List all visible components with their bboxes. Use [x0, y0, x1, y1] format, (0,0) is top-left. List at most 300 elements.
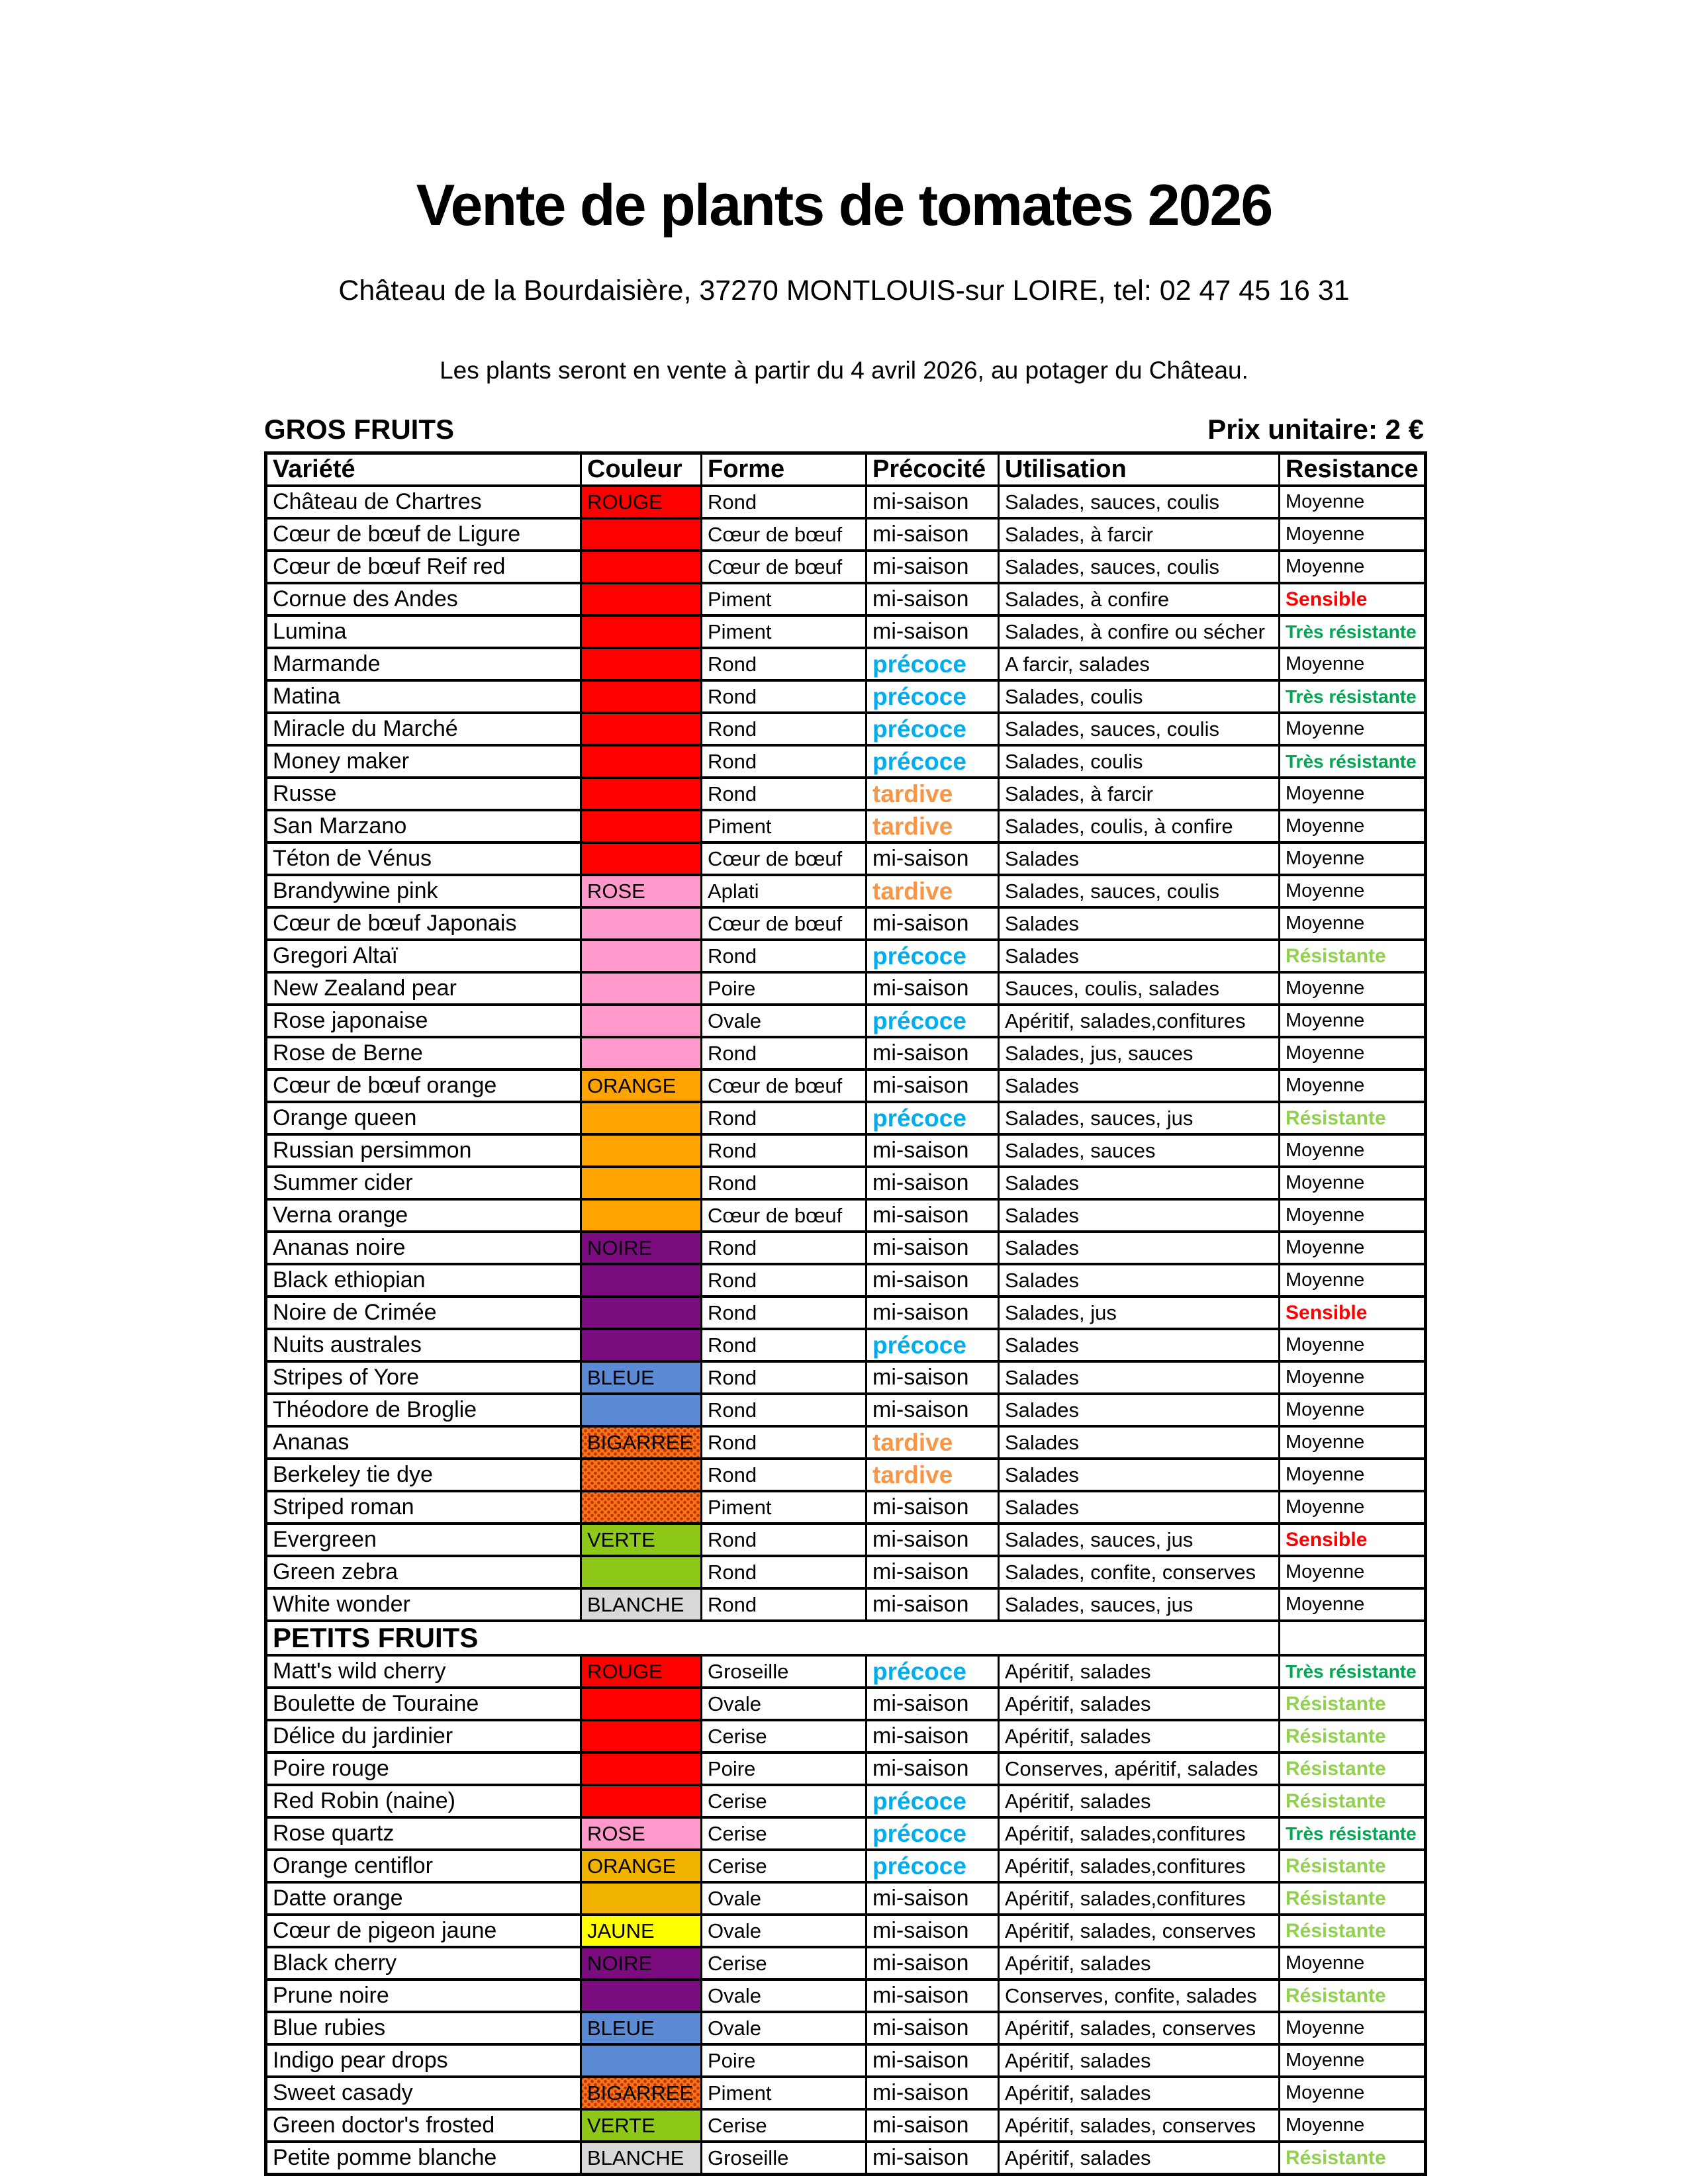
- color-swatch-cell-text: ORANGE: [587, 1073, 677, 1097]
- earliness-cell: [867, 615, 999, 648]
- shape-cell-text: Cœur de bœuf: [708, 555, 843, 578]
- shape-cell: [702, 648, 867, 680]
- variety-cell: [266, 1037, 581, 1069]
- resistance-cell: [1280, 680, 1426, 713]
- color-swatch-cell: [581, 486, 702, 518]
- usage-cell-text: Apéritif, salades, conserves: [1005, 1919, 1256, 1942]
- shape-cell: [702, 1524, 867, 1556]
- variety-cell-text: San Marzano: [273, 813, 407, 839]
- usage-cell: [999, 1264, 1280, 1297]
- variety-cell-text: Poire rouge: [273, 1756, 389, 1781]
- resistance-cell: [1280, 2044, 1426, 2077]
- earliness-cell-text: mi-saison: [872, 1983, 969, 2008]
- color-swatch-cell: [581, 1005, 702, 1037]
- resistance-cell: [1280, 551, 1426, 583]
- color-swatch-cell: [581, 972, 702, 1005]
- usage-cell-text: Apéritif, salades: [1005, 2146, 1151, 2169]
- earliness-cell-text: mi-saison: [872, 1073, 969, 1098]
- variety-cell: [266, 1524, 581, 1556]
- shape-cell: [702, 907, 867, 940]
- usage-cell: [999, 1037, 1280, 1069]
- resistance-cell: [1280, 1979, 1426, 2012]
- shape-cell: [702, 2109, 867, 2142]
- usage-cell-text: Apéritif, salades: [1005, 1659, 1151, 1683]
- usage-cell-text: Salades, jus, sauces: [1005, 1041, 1194, 1065]
- color-swatch-cell: [581, 1882, 702, 1915]
- usage-cell: [999, 1524, 1280, 1556]
- resistance-cell: [1280, 1588, 1426, 1621]
- variety-cell: [266, 940, 581, 972]
- resistance-cell: [1280, 583, 1426, 615]
- variety-cell-text: Berkeley tie dye: [273, 1462, 433, 1487]
- resistance-cell-text: Moyenne: [1286, 1075, 1365, 1096]
- shape-cell-text: Ovale: [708, 1009, 761, 1032]
- earliness-cell: [867, 1491, 999, 1524]
- shape-cell-text: Rond: [708, 1106, 757, 1130]
- usage-cell: [999, 1655, 1280, 1688]
- table-row: [266, 907, 1426, 940]
- earliness-cell: [867, 1459, 999, 1491]
- shape-cell-text: Poire: [708, 1756, 756, 1780]
- variety-cell: [266, 615, 581, 648]
- earliness-cell: [867, 842, 999, 875]
- variety-cell: [266, 1167, 581, 1199]
- earliness-cell-text: mi-saison: [872, 522, 969, 547]
- variety-cell-text: Stripes of Yore: [273, 1365, 420, 1390]
- resistance-cell-text: Moyenne: [1286, 523, 1365, 545]
- color-swatch-cell: [581, 2109, 702, 2142]
- variety-cell: [266, 648, 581, 680]
- resistance-cell: [1280, 1297, 1426, 1329]
- shape-cell: [702, 551, 867, 583]
- resistance-cell: [1280, 1394, 1426, 1426]
- usage-cell-text: Apéritif, salades: [1005, 1724, 1151, 1748]
- table-row: [266, 680, 1426, 713]
- shape-cell: [702, 1232, 867, 1264]
- usage-cell-text: Salades: [1005, 846, 1080, 870]
- shape-cell-text: Piment: [708, 1495, 772, 1519]
- shape-cell-text: Rond: [708, 1527, 757, 1551]
- shape-cell: [702, 842, 867, 875]
- resistance-cell: [1280, 1752, 1426, 1785]
- shape-cell-text: Rond: [708, 1236, 757, 1259]
- table-row: [266, 1232, 1426, 1264]
- usage-cell: [999, 713, 1280, 745]
- resistance-cell: [1280, 1264, 1426, 1297]
- table-row: [266, 1264, 1426, 1297]
- earliness-cell-text: mi-saison: [872, 1267, 969, 1293]
- variety-cell-text: Sweet casady: [273, 2080, 413, 2105]
- usage-cell-text: Salades, confite, conserves: [1005, 1560, 1256, 1584]
- resistance-cell: [1280, 486, 1426, 518]
- usage-cell: [999, 1459, 1280, 1491]
- earliness-cell: [867, 680, 999, 713]
- variety-cell: [266, 680, 581, 713]
- table-row: [266, 2077, 1426, 2109]
- earliness-cell: [867, 1882, 999, 1915]
- table-row: [266, 940, 1426, 972]
- usage-cell: [999, 1915, 1280, 1947]
- resistance-cell: [1280, 1167, 1426, 1199]
- usage-cell: [999, 1752, 1280, 1785]
- usage-cell-text: Salades, sauces, jus: [1005, 1106, 1194, 1130]
- earliness-cell: [867, 1037, 999, 1069]
- variety-cell-text: Russe: [273, 781, 337, 806]
- table-row: [266, 2142, 1426, 2175]
- section-petits-fruits-text: PETITS FRUITS: [273, 1622, 479, 1653]
- color-swatch-cell-text: NOIRE: [587, 1951, 653, 1975]
- color-swatch-cell: [581, 1361, 702, 1394]
- shape-cell: [702, 1069, 867, 1102]
- earliness-cell-text: mi-saison: [872, 1203, 969, 1228]
- usage-cell: [999, 940, 1280, 972]
- variety-cell: [266, 1426, 581, 1459]
- shape-cell-text: Rond: [708, 684, 757, 708]
- color-swatch-cell-text: BLEUE: [587, 2016, 655, 2040]
- earliness-cell-text: précoce: [872, 1104, 966, 1132]
- variety-cell-text: Téton de Vénus: [273, 846, 432, 871]
- resistance-cell: [1280, 940, 1426, 972]
- earliness-cell: [867, 1817, 999, 1850]
- resistance-cell-text: Moyenne: [1286, 556, 1365, 577]
- variety-cell: [266, 1850, 581, 1882]
- color-swatch-cell: [581, 1688, 702, 1720]
- section-petits-fruits-label: [266, 1621, 1280, 1655]
- earliness-cell: [867, 1850, 999, 1882]
- usage-cell: [999, 551, 1280, 583]
- shape-cell-text: Cœur de bœuf: [708, 1073, 843, 1097]
- resistance-cell: [1280, 1232, 1426, 1264]
- shape-cell-text: Aplati: [708, 879, 759, 903]
- resistance-cell-text: Moyenne: [1286, 1140, 1365, 1161]
- color-swatch-cell: [581, 778, 702, 810]
- resistance-cell: [1280, 1556, 1426, 1588]
- shape-cell: [702, 1752, 867, 1785]
- shape-cell: [702, 1426, 867, 1459]
- variety-cell: [266, 2012, 581, 2044]
- usage-cell: [999, 842, 1280, 875]
- shape-cell-text: Piment: [708, 619, 772, 643]
- resistance-cell-text: Moyenne: [1286, 718, 1365, 739]
- table-row: [266, 1297, 1426, 1329]
- earliness-cell: [867, 875, 999, 907]
- variety-cell: [266, 1459, 581, 1491]
- resistance-cell-text: Très résistante: [1286, 1823, 1417, 1844]
- table-row: [266, 1655, 1426, 1688]
- usage-cell-text: Salades: [1005, 1463, 1080, 1486]
- color-swatch-cell: [581, 1394, 702, 1426]
- shape-cell: [702, 1785, 867, 1817]
- shape-cell-text: Poire: [708, 2048, 756, 2072]
- earliness-cell-text: tardive: [872, 812, 953, 840]
- shape-cell: [702, 1588, 867, 1621]
- shape-cell-text: Cerise: [708, 1789, 767, 1813]
- earliness-cell-text: mi-saison: [872, 1494, 969, 1520]
- shape-cell: [702, 1005, 867, 1037]
- earliness-cell: [867, 2142, 999, 2175]
- column-header-text: Utilisation: [1005, 455, 1127, 483]
- shape-cell-text: Piment: [708, 814, 772, 838]
- earliness-cell: [867, 1979, 999, 2012]
- table-row: [266, 518, 1426, 551]
- earliness-cell-text: mi-saison: [872, 1170, 969, 1195]
- variety-cell-text: Russian persimmon: [273, 1138, 472, 1163]
- variety-cell-text: Petite pomme blanche: [273, 2145, 497, 2170]
- resistance-cell: [1280, 2142, 1426, 2175]
- column-header-text: Forme: [708, 455, 785, 483]
- earliness-cell-text: mi-saison: [872, 1040, 969, 1066]
- table-row: [266, 615, 1426, 648]
- table-row: [266, 1037, 1426, 1069]
- table-row: [266, 713, 1426, 745]
- variety-cell: [266, 1005, 581, 1037]
- usage-cell: [999, 1882, 1280, 1915]
- color-swatch-cell: [581, 1524, 702, 1556]
- color-swatch-cell-text: BIGARREE: [587, 2081, 694, 2105]
- resistance-cell-text: Moyenne: [1286, 1205, 1365, 1226]
- usage-cell-text: Salades: [1005, 1236, 1080, 1259]
- variety-cell-text: Verna orange: [273, 1203, 408, 1228]
- earliness-cell: [867, 1005, 999, 1037]
- shape-cell: [702, 1491, 867, 1524]
- variety-cell: [266, 1720, 581, 1752]
- table-row: [266, 1720, 1426, 1752]
- unit-price-label: Prix unitaire: 2 €: [1207, 414, 1424, 445]
- color-swatch-cell-text: JAUNE: [587, 1919, 655, 1942]
- earliness-cell-text: mi-saison: [872, 1691, 969, 1716]
- usage-cell: [999, 1297, 1280, 1329]
- color-swatch-cell-text: ROUGE: [587, 1659, 663, 1683]
- usage-cell: [999, 972, 1280, 1005]
- resistance-cell: [1280, 745, 1426, 778]
- color-swatch-cell: [581, 1979, 702, 2012]
- shape-cell-text: Rond: [708, 1138, 757, 1162]
- shape-cell: [702, 615, 867, 648]
- earliness-cell-text: mi-saison: [872, 911, 969, 936]
- usage-cell-text: Salades, sauces: [1005, 1138, 1156, 1162]
- variety-cell: [266, 745, 581, 778]
- variety-cell-text: Ananas: [273, 1430, 350, 1455]
- variety-cell-text: Indigo pear drops: [273, 2048, 448, 2073]
- earliness-cell: [867, 810, 999, 842]
- resistance-cell: [1280, 1817, 1426, 1850]
- shape-cell: [702, 1037, 867, 1069]
- variety-cell: [266, 1752, 581, 1785]
- earliness-cell-text: mi-saison: [872, 846, 969, 871]
- usage-cell-text: Salades: [1005, 1365, 1080, 1389]
- variety-cell: [266, 1588, 581, 1621]
- resistance-cell-text: Très résistante: [1286, 1661, 1417, 1682]
- table-row: [266, 1329, 1426, 1361]
- shape-cell-text: Ovale: [708, 1692, 761, 1715]
- shape-cell: [702, 1655, 867, 1688]
- usage-cell-text: Apéritif, salades,confitures: [1005, 1854, 1246, 1878]
- usage-cell: [999, 1556, 1280, 1588]
- column-header: [266, 453, 581, 486]
- usage-cell: [999, 1850, 1280, 1882]
- usage-cell: [999, 680, 1280, 713]
- variety-cell-text: Noire de Crimée: [273, 1300, 437, 1325]
- color-swatch-cell: [581, 583, 702, 615]
- resistance-cell-text: Moyenne: [1286, 1399, 1365, 1420]
- variety-cell-text: Rose japonaise: [273, 1008, 428, 1033]
- usage-cell-text: Salades: [1005, 1333, 1080, 1357]
- color-swatch-cell-text: NOIRE: [587, 1236, 653, 1259]
- variety-cell: [266, 842, 581, 875]
- color-swatch-cell: [581, 1297, 702, 1329]
- shape-cell-text: Rond: [708, 717, 757, 741]
- resistance-cell: [1280, 1329, 1426, 1361]
- resistance-cell-text: Moyenne: [1286, 1464, 1365, 1485]
- table-row: [266, 745, 1426, 778]
- section-row: [266, 1621, 1426, 1655]
- column-header-text: Précocité: [872, 455, 986, 483]
- earliness-cell: [867, 1785, 999, 1817]
- variety-cell: [266, 1915, 581, 1947]
- usage-cell: [999, 1979, 1280, 2012]
- shape-cell: [702, 1167, 867, 1199]
- usage-cell-text: Apéritif, salades, conserves: [1005, 2016, 1256, 2040]
- table-row: [266, 1491, 1426, 1524]
- resistance-cell: [1280, 1491, 1426, 1524]
- sale-notice: Les plants seront en vente à partir du 4 avril 2026, au potager du Château.: [440, 357, 1248, 384]
- color-swatch-cell: [581, 648, 702, 680]
- earliness-cell-text: précoce: [872, 942, 966, 970]
- table-row: [266, 1785, 1426, 1817]
- variety-cell-text: Blue rubies: [273, 2015, 386, 2040]
- usage-cell-text: Salades: [1005, 1073, 1080, 1097]
- shape-cell-text: Cœur de bœuf: [708, 846, 843, 870]
- earliness-cell: [867, 1556, 999, 1588]
- resistance-cell-text: Moyenne: [1286, 1334, 1365, 1355]
- shape-cell: [702, 518, 867, 551]
- color-swatch-cell: [581, 518, 702, 551]
- resistance-cell-text: Moyenne: [1286, 1952, 1365, 1974]
- earliness-cell-text: tardive: [872, 877, 953, 905]
- resistance-cell-text: Résistante: [1286, 1692, 1386, 1715]
- color-swatch-cell-text: ORANGE: [587, 1854, 677, 1878]
- resistance-cell: [1280, 842, 1426, 875]
- earliness-cell-text: mi-saison: [872, 2048, 969, 2073]
- usage-cell-text: Apéritif, salades: [1005, 2048, 1151, 2072]
- usage-cell-text: Apéritif, salades: [1005, 2081, 1151, 2105]
- variety-cell: [266, 1329, 581, 1361]
- usage-cell-text: Salades: [1005, 1495, 1080, 1519]
- resistance-cell-text: Moyenne: [1286, 1042, 1365, 1064]
- shape-cell-text: Rond: [708, 1592, 757, 1616]
- usage-cell-text: Salades: [1005, 1203, 1080, 1227]
- usage-cell: [999, 1005, 1280, 1037]
- earliness-cell: [867, 1655, 999, 1688]
- color-swatch-cell-text: VERTE: [587, 2113, 655, 2137]
- usage-cell-text: Apéritif, salades,confitures: [1005, 1821, 1246, 1845]
- resistance-cell-text: Moyenne: [1286, 1594, 1365, 1615]
- resistance-cell-text: Moyenne: [1286, 1010, 1365, 1031]
- variety-cell-text: Miracle du Marché: [273, 716, 458, 741]
- usage-cell-text: Sauces, coulis, salades: [1005, 976, 1219, 1000]
- color-swatch-cell: [581, 1329, 702, 1361]
- color-swatch-cell: [581, 1785, 702, 1817]
- variety-cell-text: Rose quartz: [273, 1821, 395, 1846]
- table-row: [266, 486, 1426, 518]
- usage-cell: [999, 2109, 1280, 2142]
- earliness-cell-text: mi-saison: [872, 1138, 969, 1163]
- earliness-cell: [867, 940, 999, 972]
- usage-cell: [999, 1688, 1280, 1720]
- usage-cell: [999, 1394, 1280, 1426]
- variety-cell-text: Red Robin (naine): [273, 1788, 455, 1813]
- table-row: [266, 551, 1426, 583]
- variety-cell: [266, 1817, 581, 1850]
- shape-cell-text: Rond: [708, 1463, 757, 1486]
- variety-cell-text: Gregori Altaï: [273, 943, 398, 968]
- usage-cell-text: Salades, à confire: [1005, 587, 1170, 611]
- resistance-cell: [1280, 1655, 1426, 1688]
- section-gros-fruits-label: GROS FRUITS: [264, 414, 455, 445]
- shape-cell: [702, 1979, 867, 2012]
- shape-cell-text: Rond: [708, 749, 757, 773]
- color-swatch-cell: [581, 907, 702, 940]
- resistance-cell: [1280, 1199, 1426, 1232]
- shape-cell-text: Ovale: [708, 1983, 761, 2007]
- table-row: [266, 1817, 1426, 1850]
- column-header-text: Variété: [273, 455, 355, 483]
- color-swatch-cell: [581, 551, 702, 583]
- earliness-cell-text: mi-saison: [872, 619, 969, 644]
- usage-cell: [999, 1588, 1280, 1621]
- usage-cell: [999, 615, 1280, 648]
- resistance-cell: [1280, 1361, 1426, 1394]
- resistance-cell-text: Moyenne: [1286, 2017, 1365, 2038]
- usage-cell-text: Salades: [1005, 1171, 1080, 1195]
- color-swatch-cell: [581, 1167, 702, 1199]
- color-swatch-cell: [581, 1817, 702, 1850]
- usage-cell: [999, 1167, 1280, 1199]
- shape-cell-text: Cœur de bœuf: [708, 1203, 843, 1227]
- color-swatch-cell: [581, 1426, 702, 1459]
- variety-cell-text: Prune noire: [273, 1983, 389, 2008]
- table-row: [266, 1069, 1426, 1102]
- resistance-cell: [1280, 1882, 1426, 1915]
- earliness-cell: [867, 1102, 999, 1134]
- resistance-cell-text: Moyenne: [1286, 653, 1365, 674]
- column-header: [702, 453, 867, 486]
- resistance-cell-text: Résistante: [1286, 1984, 1386, 2007]
- resistance-cell-text: Moyenne: [1286, 1432, 1365, 1453]
- variety-cell: [266, 778, 581, 810]
- earliness-cell: [867, 1588, 999, 1621]
- color-swatch-cell: [581, 1556, 702, 1588]
- shape-cell-text: Piment: [708, 2081, 772, 2105]
- table-row: [266, 1915, 1426, 1947]
- earliness-cell: [867, 1167, 999, 1199]
- variety-cell: [266, 810, 581, 842]
- color-swatch-cell: [581, 1752, 702, 1785]
- usage-cell-text: Apéritif, salades: [1005, 1789, 1151, 1813]
- earliness-cell-text: mi-saison: [872, 1235, 969, 1260]
- resistance-cell: [1280, 1134, 1426, 1167]
- usage-cell: [999, 1426, 1280, 1459]
- earliness-cell: [867, 1688, 999, 1720]
- earliness-cell-text: mi-saison: [872, 1365, 969, 1390]
- earliness-cell: [867, 518, 999, 551]
- column-header-text: Couleur: [587, 455, 682, 483]
- shape-cell: [702, 1394, 867, 1426]
- color-swatch-cell: [581, 2044, 702, 2077]
- shape-cell: [702, 745, 867, 778]
- table-row: [266, 1199, 1426, 1232]
- shape-cell: [702, 1361, 867, 1394]
